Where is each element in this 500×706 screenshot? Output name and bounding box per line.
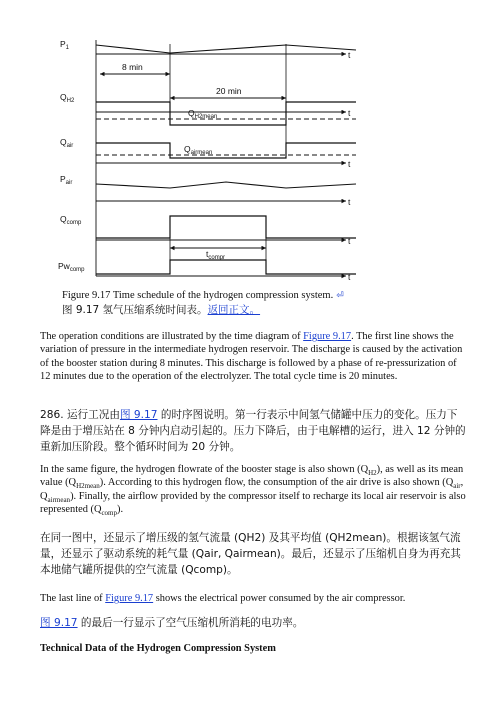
t-label-1: t	[348, 50, 351, 60]
timing-diagram-figure	[56, 36, 366, 286]
t-label-4: t	[348, 197, 351, 207]
paragraph-operation-en: The operation conditions are illustrated by the time diagram of Figure 9.17. The first line shows the variation of pressure in the intermediate hydrogen reservoir. The discharge is caused by the activation of the booster station during 8 minutes. This discharge is followed by a phase of re-pressurization of 12 minutes due to the operation of the electrolyzer. The total cycle time is 20 minutes.	[40, 331, 463, 382]
figure-caption-en	[62, 289, 344, 303]
caption-en-text: Figure 9.17 Time schedule of the hydrogen compression system.	[62, 290, 334, 301]
qcomp-signal	[96, 216, 356, 238]
paragraph-operation-zh: 286. 运行工况由图 9.17 的时序图说明。第一行表示中间氢气储罐中压力的变化。压力下降是由于增压站在 8 分钟内启动引起的。压力下降后，由于电解槽的运行，进入 12 分钟的重新加压阶段。整个循环时间为 20 分钟。	[40, 409, 466, 453]
qh2mean-label: $Q_{H2mean}$	[188, 108, 218, 120]
qh2-signal	[96, 102, 356, 125]
span-8min-label: 8 min	[122, 62, 143, 72]
figure-caption-zh	[62, 303, 260, 317]
back-to-text-link[interactable]: 返回正文。	[207, 304, 261, 316]
pair-label: $P_{air}$	[60, 174, 73, 186]
span-20min-label: 20 min	[216, 86, 242, 96]
figure-link[interactable]: Figure 9.17	[105, 593, 154, 604]
pwcomp-label: $Pw_{comp}$	[58, 261, 85, 273]
qairmean-label: $Q_{airmean}$	[184, 144, 213, 156]
qh2-label: $Q_{H2}$	[60, 92, 75, 104]
section-heading: Technical Data of the Hydrogen Compression System	[40, 643, 276, 654]
paragraph-power-en: The last line of Figure 9.17 shows the electrical power consumed by the air compressor.	[40, 593, 406, 604]
qair-label: $Q_{air}$	[60, 137, 74, 149]
return-link-icon[interactable]: ⏎	[336, 291, 344, 301]
tcompr-label: $t_{compr}$	[206, 249, 226, 261]
paragraph-flowrate-zh: 在同一图中，还显示了增压级的氢气流量 (QH2) 及其平均值 (QH2mean)。根据该氢气流量，还显示了驱动系统的耗气量 (Qair, Qairmean)。最后，还显示了压缩机自身为再充其本地储气罐所提供的空气流量 (Qcomp)。	[40, 532, 461, 576]
p1-signal	[96, 45, 356, 53]
p1-label: $P_1$	[60, 39, 70, 51]
qair-signal	[96, 143, 356, 158]
figure-link[interactable]: 图 9.17	[40, 617, 78, 629]
figure-link[interactable]: Figure 9.17	[303, 331, 352, 342]
t-label-6: t	[348, 272, 351, 282]
qcomp-label: $Q_{comp}$	[60, 214, 82, 226]
t-label-5: t	[348, 236, 351, 246]
pair-signal	[96, 182, 356, 188]
caption-zh-text: 图 9.17 氢气压缩系统时间表。	[62, 304, 208, 316]
pwcomp-signal	[96, 260, 356, 274]
t-label-2: t	[348, 108, 351, 118]
figure-link[interactable]: 图 9.17	[119, 409, 158, 421]
paragraph-power-zh: 图 9.17 的最后一行显示了空气压缩机所消耗的电功率。	[40, 617, 304, 629]
paragraph-flowrate-en: In the same figure, the hydrogen flowrate of the booster stage is also shown $(Q_{H2})$, as well as its mean value $(Q_{H2mean})$. According to this hydrogen flow, the consumption of the air drive is also shown ($Q_{air}$, $Q_{airmean}$). Finally, the airflow provided by the compressor itself to recharge its local air reservoir is also represented $(Q_{comp})$.	[40, 464, 466, 517]
t-label-3: t	[348, 159, 351, 169]
